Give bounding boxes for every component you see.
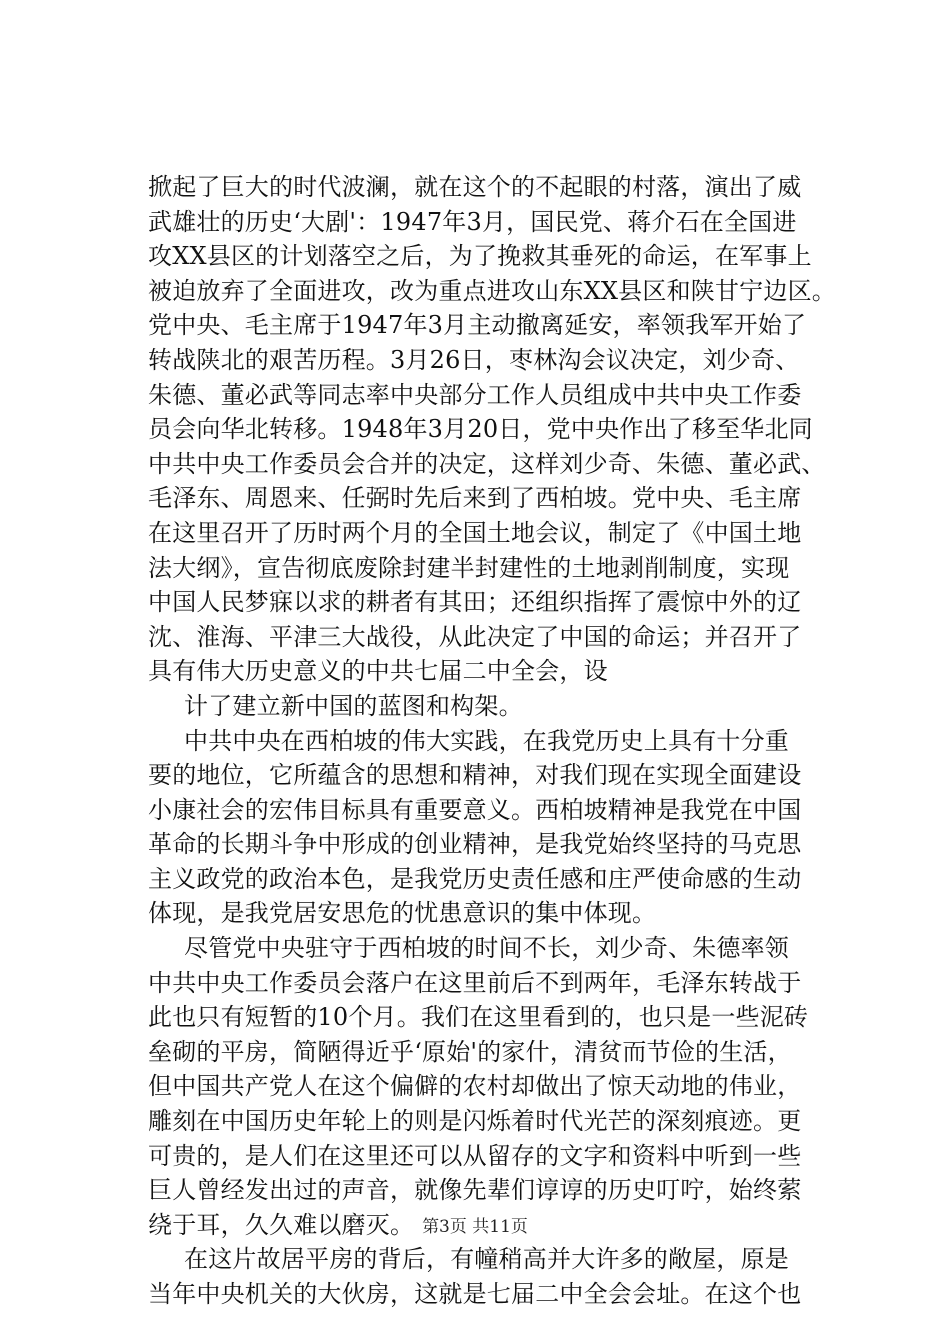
text-line: 攻XX县区的计划落空之后，为了挽救其垂死的命运，在军事上 bbox=[148, 242, 812, 271]
text-line: 垒砌的平房，简陋得近乎‘原始'的家什，清贫而节俭的生活， bbox=[148, 1037, 792, 1066]
text-line: 在这里召开了历时两个月的全国土地会议，制定了《中国土地 bbox=[148, 518, 802, 547]
text-line: 中国人民梦寐以求的耕者有其田；还组织指挥了震惊中外的辽 bbox=[148, 588, 802, 617]
text-line: 雕刻在中国历史年轮上的则是闪烁着时代光芒的深刻痕迹。更 bbox=[148, 1107, 802, 1136]
body-text bbox=[148, 170, 838, 1312]
text-line: 员会向华北转移。1948年3月20日，党中央作出了移至华北同 bbox=[148, 415, 813, 444]
paragraph-start: 在这片故居平房的背后，有幢稍高并大许多的敞屋，原是 bbox=[184, 1245, 789, 1274]
text-line: 沈、淮海、平津三大战役，从此决定了中国的命运；并召开了 bbox=[148, 622, 802, 651]
text-line: 主义政党的政治本色，是我党历史责任感和庄严使命感的生动 bbox=[148, 864, 802, 893]
text-line: 中共中央工作委员会落户在这里前后不到两年，毛泽东转战于 bbox=[148, 968, 802, 997]
text-line: 可贵的，是人们在这里还可以从留存的文字和资料中听到一些 bbox=[148, 1141, 802, 1170]
text-line: 法大纲》，宣告彻底废除封建半封建性的土地剥削制度，实现 bbox=[148, 553, 790, 582]
text-line: 体现，是我党居安思危的忧患意识的集中体现。 bbox=[148, 899, 657, 928]
text-line: 具有伟大历史意义的中共七届二中全会，设 bbox=[148, 657, 608, 686]
text-line: 转战陕北的艰苦历程。3月26日，枣林沟会议决定，刘少奇、 bbox=[148, 345, 800, 374]
page-footer: 第3页 共11页 bbox=[422, 1217, 528, 1237]
text-line: 党中央、毛主席于1947年3月主动撤离延安，率领我军开始了 bbox=[148, 311, 807, 340]
text-line: 毛泽东、周恩来、任弼时先后来到了西柏坡。党中央、毛主席 bbox=[148, 484, 802, 513]
paragraph-start: 尽管党中央驻守于西柏坡的时间不长，刘少奇、朱德率领 bbox=[184, 934, 789, 963]
text-line: 要的地位，它所蕴含的思想和精神，对我们现在实现全面建设 bbox=[148, 761, 802, 790]
text-line: 武雄壮的历史‘大剧'：1947年3月，国民党、蒋介石在全国进 bbox=[148, 207, 797, 236]
text-line: 革命的长期斗争中形成的创业精神，是我党始终坚持的马克思 bbox=[148, 830, 802, 859]
text-line: 小康社会的宏伟目标具有重要意义。西柏坡精神是我党在中国 bbox=[148, 795, 802, 824]
text-line: 计了建立新中国的蓝图和构架。 bbox=[184, 691, 523, 720]
text-line: 掀起了巨大的时代波澜，就在这个的不起眼的村落，演出了威 bbox=[148, 173, 802, 201]
text-line: 此也只有短暂的10个月。我们在这里看到的，也只是一些泥砖 bbox=[148, 1003, 809, 1032]
text-line: 中共中央工作委员会合并的决定，这样刘少奇、朱德、董必武、 bbox=[148, 449, 826, 478]
text-line: 巨人曾经发出过的声音，就像先辈们谆谆的历史叮咛，始终萦 bbox=[148, 1176, 802, 1205]
text-line: 被迫放弃了全面进攻，改为重点进攻山东XX县区和陕甘宁边区。 bbox=[148, 276, 836, 305]
text-line: 当年中央机关的大伙房，这就是七届二中全会会址。在这个也 bbox=[148, 1280, 802, 1308]
text-line: 朱德、董必武等同志率中央部分工作人员组成中共中央工作委 bbox=[148, 380, 802, 409]
text-line: 但中国共产党人在这个偏僻的农村却做出了惊天动地的伟业， bbox=[148, 1072, 802, 1101]
text-line: 绕于耳，久久难以磨灭。 bbox=[148, 1210, 415, 1239]
paragraph-start: 中共中央在西柏坡的伟大实践，在我党历史上具有十分重 bbox=[184, 726, 789, 755]
